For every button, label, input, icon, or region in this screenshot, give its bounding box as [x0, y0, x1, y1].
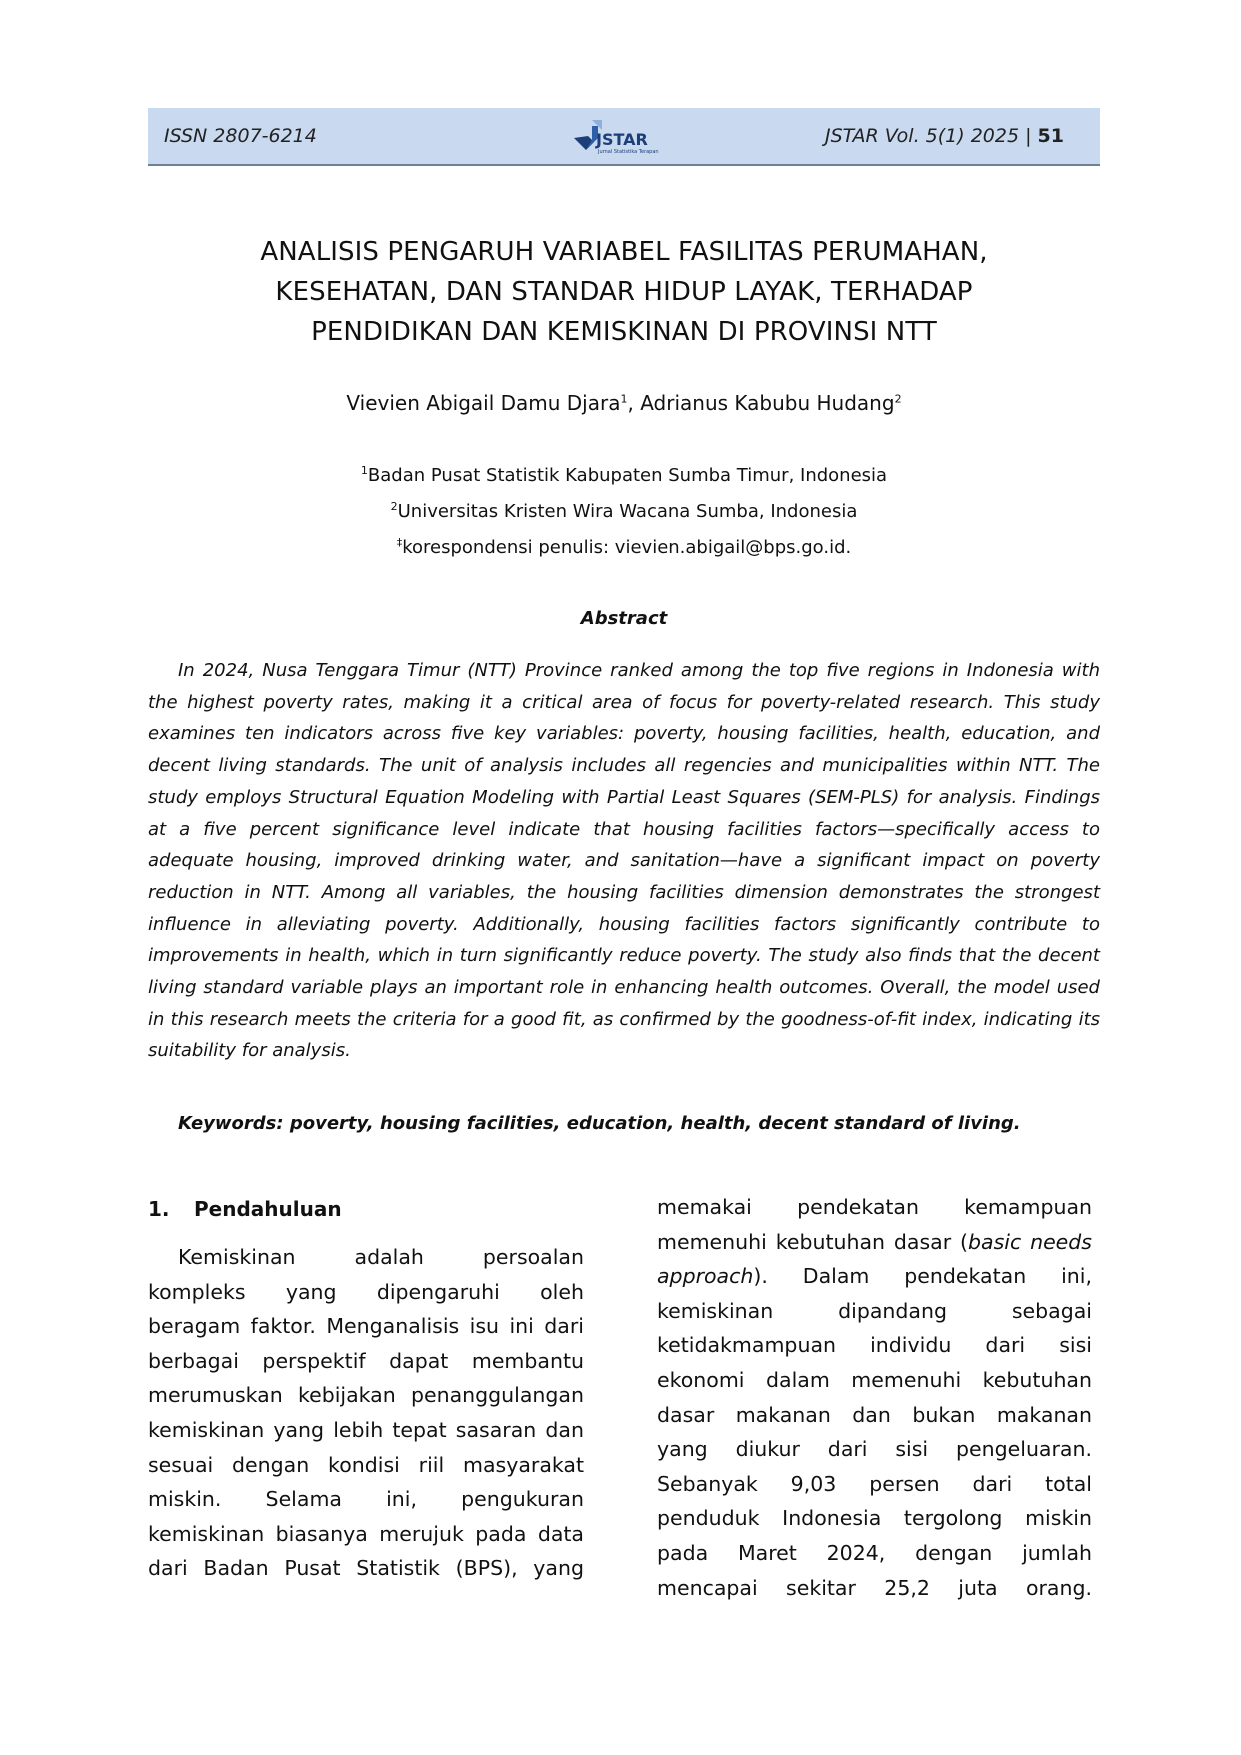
body-line: ekonomi dalam memenuhi kebutuhan	[657, 1367, 1092, 1392]
body-column-left	[148, 1240, 584, 1586]
body-line: miskin. Selama ini, pengukuran	[148, 1487, 584, 1512]
body-line: kemiskinan dipandang sebagai	[657, 1298, 1092, 1323]
body-line: pada Maret 2024, dengan jumlah	[657, 1540, 1092, 1565]
body-italic-text: approach	[657, 1264, 754, 1289]
correspondence-mark: ‡	[396, 536, 403, 549]
body-line: sesuai dengan kondisi riil masyarakat	[148, 1452, 584, 1477]
body-line: merumuskan kebijakan penanggulangan	[148, 1383, 584, 1408]
logo-wordmark: JSTAR	[596, 130, 648, 149]
corresponding-author	[148, 527, 1100, 563]
affiliation-mark: 1	[360, 464, 368, 477]
body-line: beragam faktor. Menganalisis isu ini dari	[148, 1314, 584, 1339]
title-line: ANALISIS PENGARUH VARIABEL FASILITAS PERUMAHAN,	[260, 237, 988, 267]
author-affiliation-mark: 1	[620, 392, 628, 406]
abstract-text: In 2024, Nusa Tenggara Timur (NTT) Province ranked among the top five regions in Indonesia with the highest poverty rates, making it a critical area of focus for poverty-related research. This study examines ten indicators across five key variables: poverty, housing facilities, health, education, and decent living standards. The unit of analysis includes all regencies and municipalities within NTT. The study employs Structural Equation Modeling with Partial Least Squares (SEM-PLS) for analysis. Findings at a five percent significance level indicate that housing facilities factors—specifically access to adequate housing, improved drinking water, and sanitation—have a significant impact on poverty reduction in NTT. Among all variables, the housing facilities dimension demonstrates the strongest influence in alleviating poverty. Additionally, housing facilities factors significantly contribute to improvements in health, which in turn significantly reduce poverty. The study also finds that the decent living standard variable plays an important role in enhancing health outcomes. Overall, the model used in this research meets the criteria for a good fit, as confirmed by the goodness-of-fit index, indicating its suitability for analysis.	[148, 660, 1100, 1062]
abstract-heading: Abstract	[580, 608, 668, 629]
affiliations	[148, 455, 1100, 563]
body-line: dari Badan Pusat Statistik (BPS), yang	[148, 1556, 584, 1581]
paper-title	[148, 232, 1100, 352]
journal-reference	[825, 125, 1064, 147]
affiliation-text: Badan Pusat Statistik Kabupaten Sumba Timur, Indonesia	[367, 465, 888, 486]
affiliation-2	[148, 491, 1100, 527]
header-separator: |	[1025, 125, 1032, 147]
body-line	[657, 1225, 1092, 1260]
body-text: ). Dalam pendekatan ini,	[753, 1264, 1092, 1289]
affiliation-mark: 2	[390, 500, 398, 513]
body-line: kemiskinan biasanya merujuk pada data	[148, 1521, 584, 1546]
body-line: berbagai perspektif dapat membantu	[148, 1348, 584, 1373]
author-name: Vievien Abigail Damu Djara	[346, 391, 621, 415]
journal-volume: JSTAR Vol. 5(1) 2025	[825, 125, 1020, 147]
body-line: kompleks yang dipengaruhi oleh	[148, 1279, 584, 1304]
section-number: 1.	[148, 1197, 170, 1221]
body-line: dasar makanan dan bukan makanan	[657, 1402, 1092, 1427]
body-line: Kemiskinan adalah persoalan	[178, 1245, 584, 1269]
author-separator: ,	[627, 391, 641, 415]
jstar-logo	[568, 116, 678, 160]
title-line: KESEHATAN, DAN STANDAR HIDUP LAYAK, TERHADAP	[275, 277, 973, 307]
correspondence-text: korespondensi penulis: vievien.abigail@bps.go.id.	[402, 537, 852, 558]
body-line: memakai pendekatan kemampuan	[657, 1195, 1092, 1219]
issn-label: ISSN 2807-6214	[164, 125, 317, 147]
author-name: Adrianus Kabubu Hudang	[640, 391, 895, 415]
body-line: ketidakmampuan individu dari sisi	[657, 1333, 1092, 1358]
running-header	[148, 108, 1100, 166]
affiliation-text: Universitas Kristen Wira Wacana Sumba, Indonesia	[397, 501, 858, 522]
body-line: Sebanyak 9,03 persen dari total	[657, 1471, 1092, 1496]
body-column-right	[657, 1190, 1092, 1605]
page-number: 51	[1037, 125, 1064, 147]
logo-subtitle: Jurnal Statistika Terapan	[598, 149, 659, 155]
body-line: mencapai sekitar 25,2 juta orang.	[657, 1575, 1092, 1600]
keywords: Keywords: poverty, housing facilities, education, health, decent standard of living.	[178, 1113, 1021, 1134]
section-title: Pendahuluan	[194, 1197, 342, 1221]
section-heading	[148, 1197, 342, 1221]
author-list	[148, 391, 1100, 415]
body-line: yang diukur dari sisi pengeluaran.	[657, 1437, 1092, 1462]
body-italic-text: basic needs	[968, 1229, 1092, 1254]
author-affiliation-mark: 2	[894, 392, 902, 406]
affiliation-1	[148, 455, 1100, 491]
body-line: penduduk Indonesia tergolong miskin	[657, 1506, 1092, 1531]
body-text: memenuhi kebutuhan dasar (	[657, 1229, 968, 1254]
body-line: kemiskinan yang lebih tepat sasaran dan	[148, 1417, 584, 1442]
title-line: PENDIDIKAN DAN KEMISKINAN DI PROVINSI NTT	[311, 317, 937, 347]
body-line	[657, 1259, 1092, 1294]
